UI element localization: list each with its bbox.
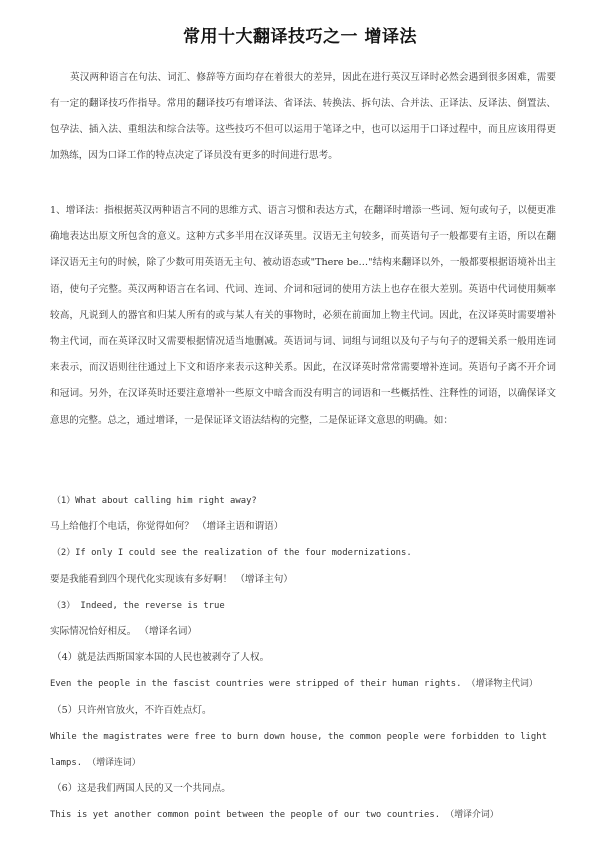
example-line: 马上给他打个电话，你觉得如何？ （增译主语和谓语） [50,521,284,533]
example-line: （4）就是法西斯国家本国的人民也被剥夺了人权。 [52,652,270,664]
example-line: 实际情况恰好相反。 （增译名词） [50,626,197,638]
example-line: 要是我能看到四个现代化实现该有多好啊！ （增译主句） [50,573,293,585]
example-line: （2）If only I could see the realization of the four modernizations. [52,548,412,559]
section-add-translation: 1、增译法：指根据英汉两种语言不同的思维方式、语言习惯和表达方式，在翻译时增添一些词、短句或句子，以便更准确地表达出原文所包含的意义。这种方式多半用在汉译英里。汉语无主句较多，而英语句子一般都要有主语，所以在翻译汉语无主句的时候，除了少数可用英语无主句、被动语态或"There be…"结构来翻译以外，一般都要根据语境补出主语，使句子完整。英汉两种语言在名词、代词、连词、介词和冠词的使用方法上也存在很大差别。英语中代词使用频率较高，凡说到人的器官和归某人所有的或与某人有关的事物时，必须在前面加上物主代词。因此，在汉译英时需要增补物主代词，而在英译汉时又需要根据情况适当地删减。英语词与词、词组与词组以及句子与句子的逻辑关系一般用连词来表示，而汉语则往往通过上下文和语序来表示这种关系。因此，在汉译英时常常需要增补连词。英语句子离不开介词和冠词。另外，在汉译英时还要注意增补一些原文中暗含而没有明言的词语和一些概括性、注释性的词语，以确保译文意思的完整。总之，通过增译，一是保证译文语法结构的完整，二是保证译文意思的明确。如： [50,205,556,426]
example-line: Even the people in the fascist countries were stripped of their human rights. （增译物主代词） [50,679,538,690]
examples-list [50,488,556,829]
page-title: 常用十大翻译技巧之一 增译法 [183,27,417,47]
example-line: （1）What about calling him right away? [52,496,257,506]
example-line: （6）这是我们两国人民的又一个共同点。 [52,783,231,795]
example-line: This is yet another common point between the people of our two countries. （增译介词） [50,810,499,821]
intro-paragraph: 英汉两种语言在句法、词汇、修辞等方面均存在着很大的差异，因此在进行英汉互译时必然会遇到很多困难，需要有一定的翻译技巧作指导。常用的翻译技巧有增译法、省译法、转换法、拆句法、合并法、正译法、反译法、倒置法、包孕法、插入法、重组法和综合法等。这些技巧不但可以运用于笔译之中，也可以运用于口译过程中，而且应该用得更加熟练，因为口译工作的特点决定了译员没有更多的时间进行思考。 [50,72,556,161]
example-line: （3） Indeed, the reverse is true [52,600,225,611]
example-line: （5）只许州官放火，不许百姓点灯。 [52,704,212,716]
example-line: While the magistrates were free to burn down house, the common people were forbidden to light lamps. （增译连词） [50,731,547,769]
